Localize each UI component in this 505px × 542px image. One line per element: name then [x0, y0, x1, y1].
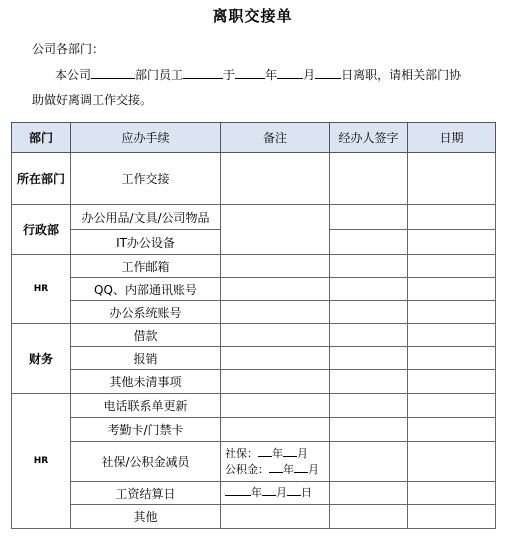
procedure-cell: 工资结算日 [71, 482, 221, 505]
salary-day-blank[interactable] [287, 495, 301, 496]
year-label: 年 [272, 446, 283, 460]
signature-cell[interactable] [330, 505, 408, 529]
remarks-cell[interactable] [221, 278, 330, 301]
signature-cell[interactable] [330, 205, 408, 230]
month-label: 月 [276, 486, 287, 499]
signature-cell[interactable] [330, 347, 408, 370]
social-year-blank[interactable] [258, 456, 272, 457]
salary-month-blank[interactable] [262, 495, 276, 496]
remarks-cell[interactable] [221, 370, 330, 394]
header-signature: 经办人签字 [330, 123, 408, 153]
date-cell[interactable] [408, 230, 496, 255]
procedure-cell: 其他未清事项 [71, 370, 221, 394]
date-cell[interactable] [408, 205, 496, 230]
table-row [12, 418, 496, 442]
month-blank[interactable] [277, 67, 303, 79]
procedure-cell: 工作邮箱 [71, 255, 221, 278]
procedure-cell: 工作交接 [71, 153, 221, 205]
procedure-cell: 其他 [71, 505, 221, 529]
intro-line-1 [55, 66, 461, 83]
date-cell[interactable] [408, 153, 496, 205]
remarks-cell[interactable] [221, 301, 330, 324]
month-label: 月 [308, 462, 319, 476]
table-row [12, 153, 496, 205]
intro-line-2: 助做好离调工作交接。 [32, 93, 153, 107]
date-cell[interactable] [408, 370, 496, 394]
intro-text-on: 于 [223, 68, 236, 82]
day-blank[interactable] [315, 67, 341, 79]
date-cell[interactable] [408, 505, 496, 529]
table-row [12, 301, 496, 324]
dept-blank[interactable] [91, 67, 135, 79]
document-title: 离职交接单 [212, 7, 293, 25]
signature-cell[interactable] [330, 230, 408, 255]
table-row [12, 370, 496, 394]
social-insurance-line [225, 446, 329, 462]
salutation: 公司各部门： [32, 42, 105, 56]
signature-cell[interactable] [330, 442, 408, 482]
remarks-cell[interactable] [221, 394, 330, 418]
date-cell[interactable] [408, 324, 496, 347]
year-blank[interactable] [235, 67, 265, 79]
procedure-cell: 办公用品/文具/公司物品 [71, 205, 221, 230]
intro-text-employee: 部门员工 [135, 68, 184, 82]
procedure-cell: IT办公设备 [71, 230, 221, 255]
social-month-blank[interactable] [283, 456, 297, 457]
signature-cell[interactable] [330, 482, 408, 505]
remarks-cell[interactable] [221, 255, 330, 278]
table-row [12, 394, 496, 418]
housing-fund-line [225, 462, 329, 478]
remarks-social-fund[interactable] [221, 442, 330, 482]
procedure-cell: QQ、内部通讯账号 [71, 278, 221, 301]
year-label: 年 [251, 486, 262, 499]
date-cell[interactable] [408, 301, 496, 324]
date-cell[interactable] [408, 442, 496, 482]
day-label: 日 [301, 486, 312, 499]
intro-text-year: 年 [265, 68, 278, 82]
dept-cell: HR [12, 394, 71, 529]
signature-cell[interactable] [330, 301, 408, 324]
procedure-cell: 考勤卡/门禁卡 [71, 418, 221, 442]
dept-cell: 财务 [12, 324, 71, 394]
table-row [12, 347, 496, 370]
employee-blank[interactable] [183, 67, 223, 79]
table-header-row [12, 123, 496, 153]
procedure-cell: 办公系统账号 [71, 301, 221, 324]
intro-text-company: 本公司 [55, 68, 92, 82]
signature-cell[interactable] [330, 418, 408, 442]
signature-cell[interactable] [330, 153, 408, 205]
date-cell[interactable] [408, 347, 496, 370]
table-row [12, 482, 496, 505]
date-cell[interactable] [408, 418, 496, 442]
month-label: 月 [297, 446, 308, 460]
remarks-cell[interactable] [221, 505, 330, 529]
table-row [12, 278, 496, 301]
table-row [12, 324, 496, 347]
year-label: 年 [283, 462, 294, 476]
signature-cell[interactable] [330, 255, 408, 278]
signature-cell[interactable] [330, 324, 408, 347]
remarks-cell[interactable] [221, 347, 330, 370]
signature-cell[interactable] [330, 278, 408, 301]
intro-text-rest: 日离职，请相关部门协 [341, 68, 462, 82]
remarks-cell[interactable] [221, 324, 330, 347]
table-row [12, 442, 496, 482]
dept-cell: HR [12, 255, 71, 324]
header-remarks: 备注 [221, 123, 330, 153]
remarks-cell[interactable] [221, 153, 330, 205]
remarks-salary-date[interactable] [221, 482, 330, 505]
table-row [12, 255, 496, 278]
intro-text-month: 月 [303, 68, 316, 82]
fund-year-blank[interactable] [269, 472, 283, 473]
fund-month-blank[interactable] [294, 472, 308, 473]
date-cell[interactable] [408, 482, 496, 505]
table-row [12, 505, 496, 529]
date-cell[interactable] [408, 394, 496, 418]
remarks-cell[interactable] [221, 418, 330, 442]
procedure-cell: 电话联系单更新 [71, 394, 221, 418]
dept-cell: 所在部门 [12, 153, 71, 205]
header-date: 日期 [408, 123, 496, 153]
procedure-cell: 借款 [71, 324, 221, 347]
dept-cell: 行政部 [12, 205, 71, 255]
header-procedure: 应办手续 [71, 123, 221, 153]
salary-year-blank[interactable] [225, 495, 251, 496]
signature-cell[interactable] [330, 370, 408, 394]
procedure-cell: 报销 [71, 347, 221, 370]
header-dept: 部门 [12, 123, 71, 153]
date-cell[interactable] [408, 255, 496, 278]
social-label: 社保： [225, 446, 258, 460]
handover-table [11, 122, 496, 529]
procedure-cell: 社保/公积金减员 [71, 442, 221, 482]
table-row [12, 205, 496, 230]
remarks-cell[interactable] [221, 205, 330, 255]
signature-cell[interactable] [330, 394, 408, 418]
fund-label: 公积金： [225, 462, 269, 476]
date-cell[interactable] [408, 278, 496, 301]
